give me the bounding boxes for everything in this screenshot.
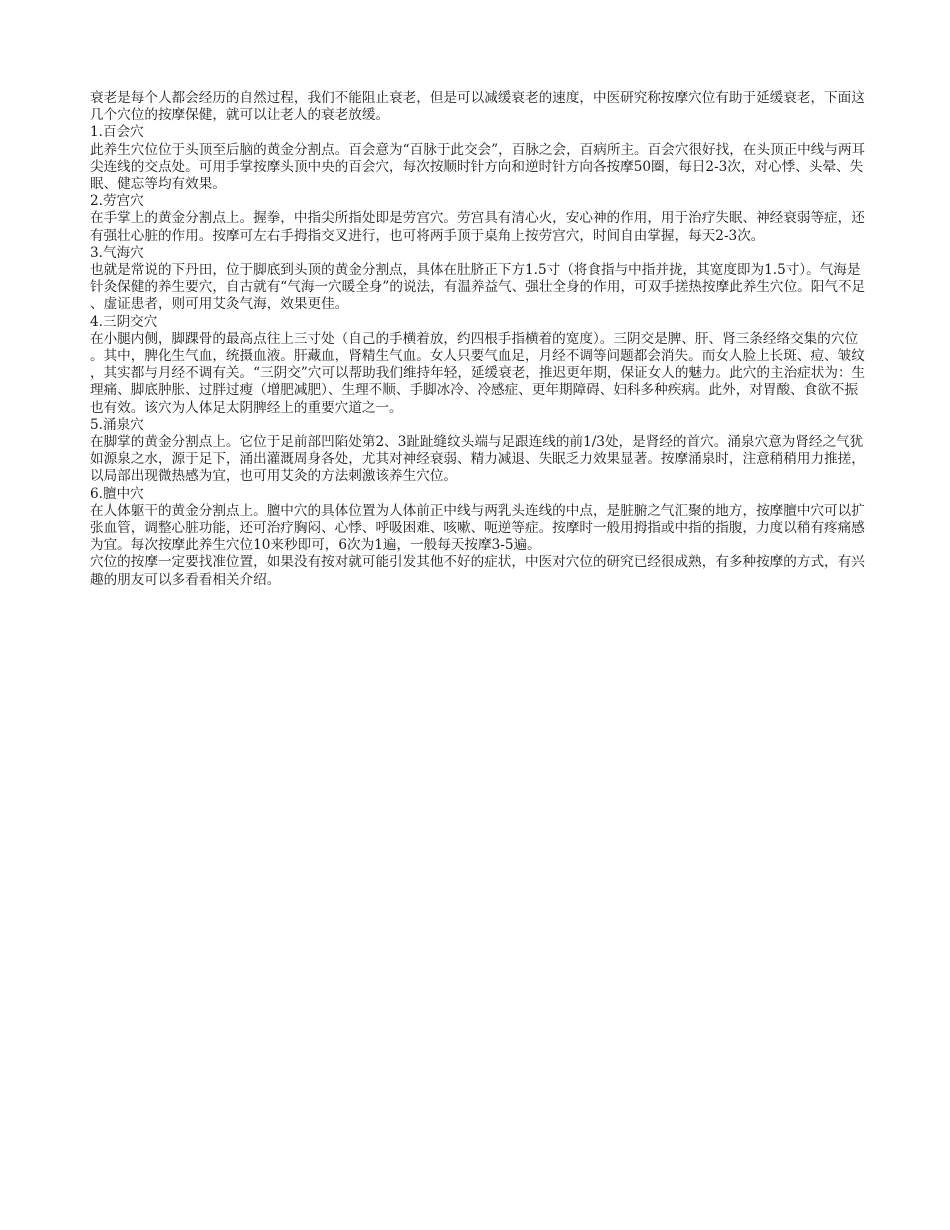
- section-heading-qihai: 3.气海穴: [90, 244, 144, 261]
- intro-paragraph: 衰老是每个人都会经历的自然过程，我们不能阻止衰老，但是可以减缓衰老的速度，中医研究称按摩穴位有助于延缓衰老，下面这几个穴位的按摩保健，就可以让老人的衰老放缓。: [90, 90, 865, 124]
- section-heading-baihui: 1.百会穴: [90, 124, 144, 141]
- section-body-danzhong: 在人体躯干的黄金分割点上。膻中穴的具体位置为人体前正中线与两乳头连线的中点，是脏腑之气汇聚的地方，按摩膻中穴可以扩张血管，调整心脏功能，还可治疗胸闷、心悸、呼吸困难、咳嗽、呃逆等症。按摩时一般用拇指或中指的指腹，力度以稍有疼痛感为宜。每次按摩此养生穴位10来秒即可，6次为1遍，一般每天按摩3-5遍。: [90, 502, 865, 554]
- section-body-baihui: 此养生穴位位于头顶至后脑的黄金分割点。百会意为“百脉于此交会”，百脉之会，百病所主。百会穴很好找，在头顶正中线与两耳尖连线的交点处。可用手掌按摩头顶中央的百会穴，每次按顺时针方向和逆时针方向各按摩50圈，每日2-3次，对心悸、头晕、失眠、健忘等均有效果。: [90, 141, 866, 193]
- closing-paragraph: 穴位的按摩一定要找准位置，如果没有按对就可能引发其他不好的症状，中医对穴位的研究已经很成熟，有多种按摩的方式，有兴趣的朋友可以多看看相关介绍。: [90, 554, 865, 588]
- section-body-qihai: 也就是常说的下丹田，位于脚底到头顶的黄金分割点，具体在肚脐正下方1.5寸（将食指与中指并拢，其宽度即为1.5寸）。气海是针灸保健的养生要穴，自古就有“气海一穴暖全身”的说法，有温养益气、强壮全身的作用，可双手搓热按摩此养生穴位。阳气不足、虚证患者，则可用艾灸气海，效果更佳。: [90, 262, 866, 313]
- section-heading-danzhong: 6.膻中穴: [90, 485, 144, 502]
- section-body-yongquan: 在脚掌的黄金分割点上。它位于足前部凹陷处第2、3趾趾缝纹头端与足跟连线的前1/3处，是肾经的首穴。涌泉穴意为肾经之气犹如源泉之水，源于足下，涌出灌溉周身各处，尤其对神经衰弱、精力减退、失眠乏力效果显著。按摩涌泉时，注意稍稍用力推搓，以局部出现微热感为宜，也可用艾灸的方法刺激该养生穴位。: [90, 434, 865, 485]
- section-heading-sanyinjiao: 4.三阴交穴: [90, 313, 158, 330]
- section-heading-laogong: 2.劳宫穴: [90, 193, 144, 210]
- section-heading-yongquan: 5.涌泉穴: [90, 416, 144, 433]
- section-body-sanyinjiao: 在小腿内侧，脚踝骨的最高点往上三寸处（自己的手横着放，约四根手指横着的宽度）。三阴交是脾、肝、肾三条经络交集的穴位。其中，脾化生气血，统摄血液。肝藏血，肾精生气血。女人只要气血足，月经不调等问题都会消失。而女人脸上长斑、痘、皱纹，其实都与月经不调有关。“三阴交”穴可以帮助我们维持年轻，延缓衰老，推迟更年期，保证女人的魅力。此穴的主治症状为：生理痛、脚底肿胀、过胖过瘦（增肥减肥）、生理不顺、手脚冰冷、冷感症、更年期障碍、妇科多种疾病。此外，对胃酸、食欲不振也有效。该穴为人体足太阴脾经上的重要穴道之一。: [90, 330, 866, 416]
- document-page: [90, 90, 870, 589]
- section-body-laogong: 在手掌上的黄金分割点上。握拳，中指尖所指处即是劳宫穴。劳宫具有清心火，安心神的作用，用于治疗失眠、神经衰弱等症，还有强壮心脏的作用。按摩可左右手拇指交叉进行，也可将两手顶于桌角上按劳宫穴，时间自由掌握，每天2-3次。: [90, 210, 865, 244]
